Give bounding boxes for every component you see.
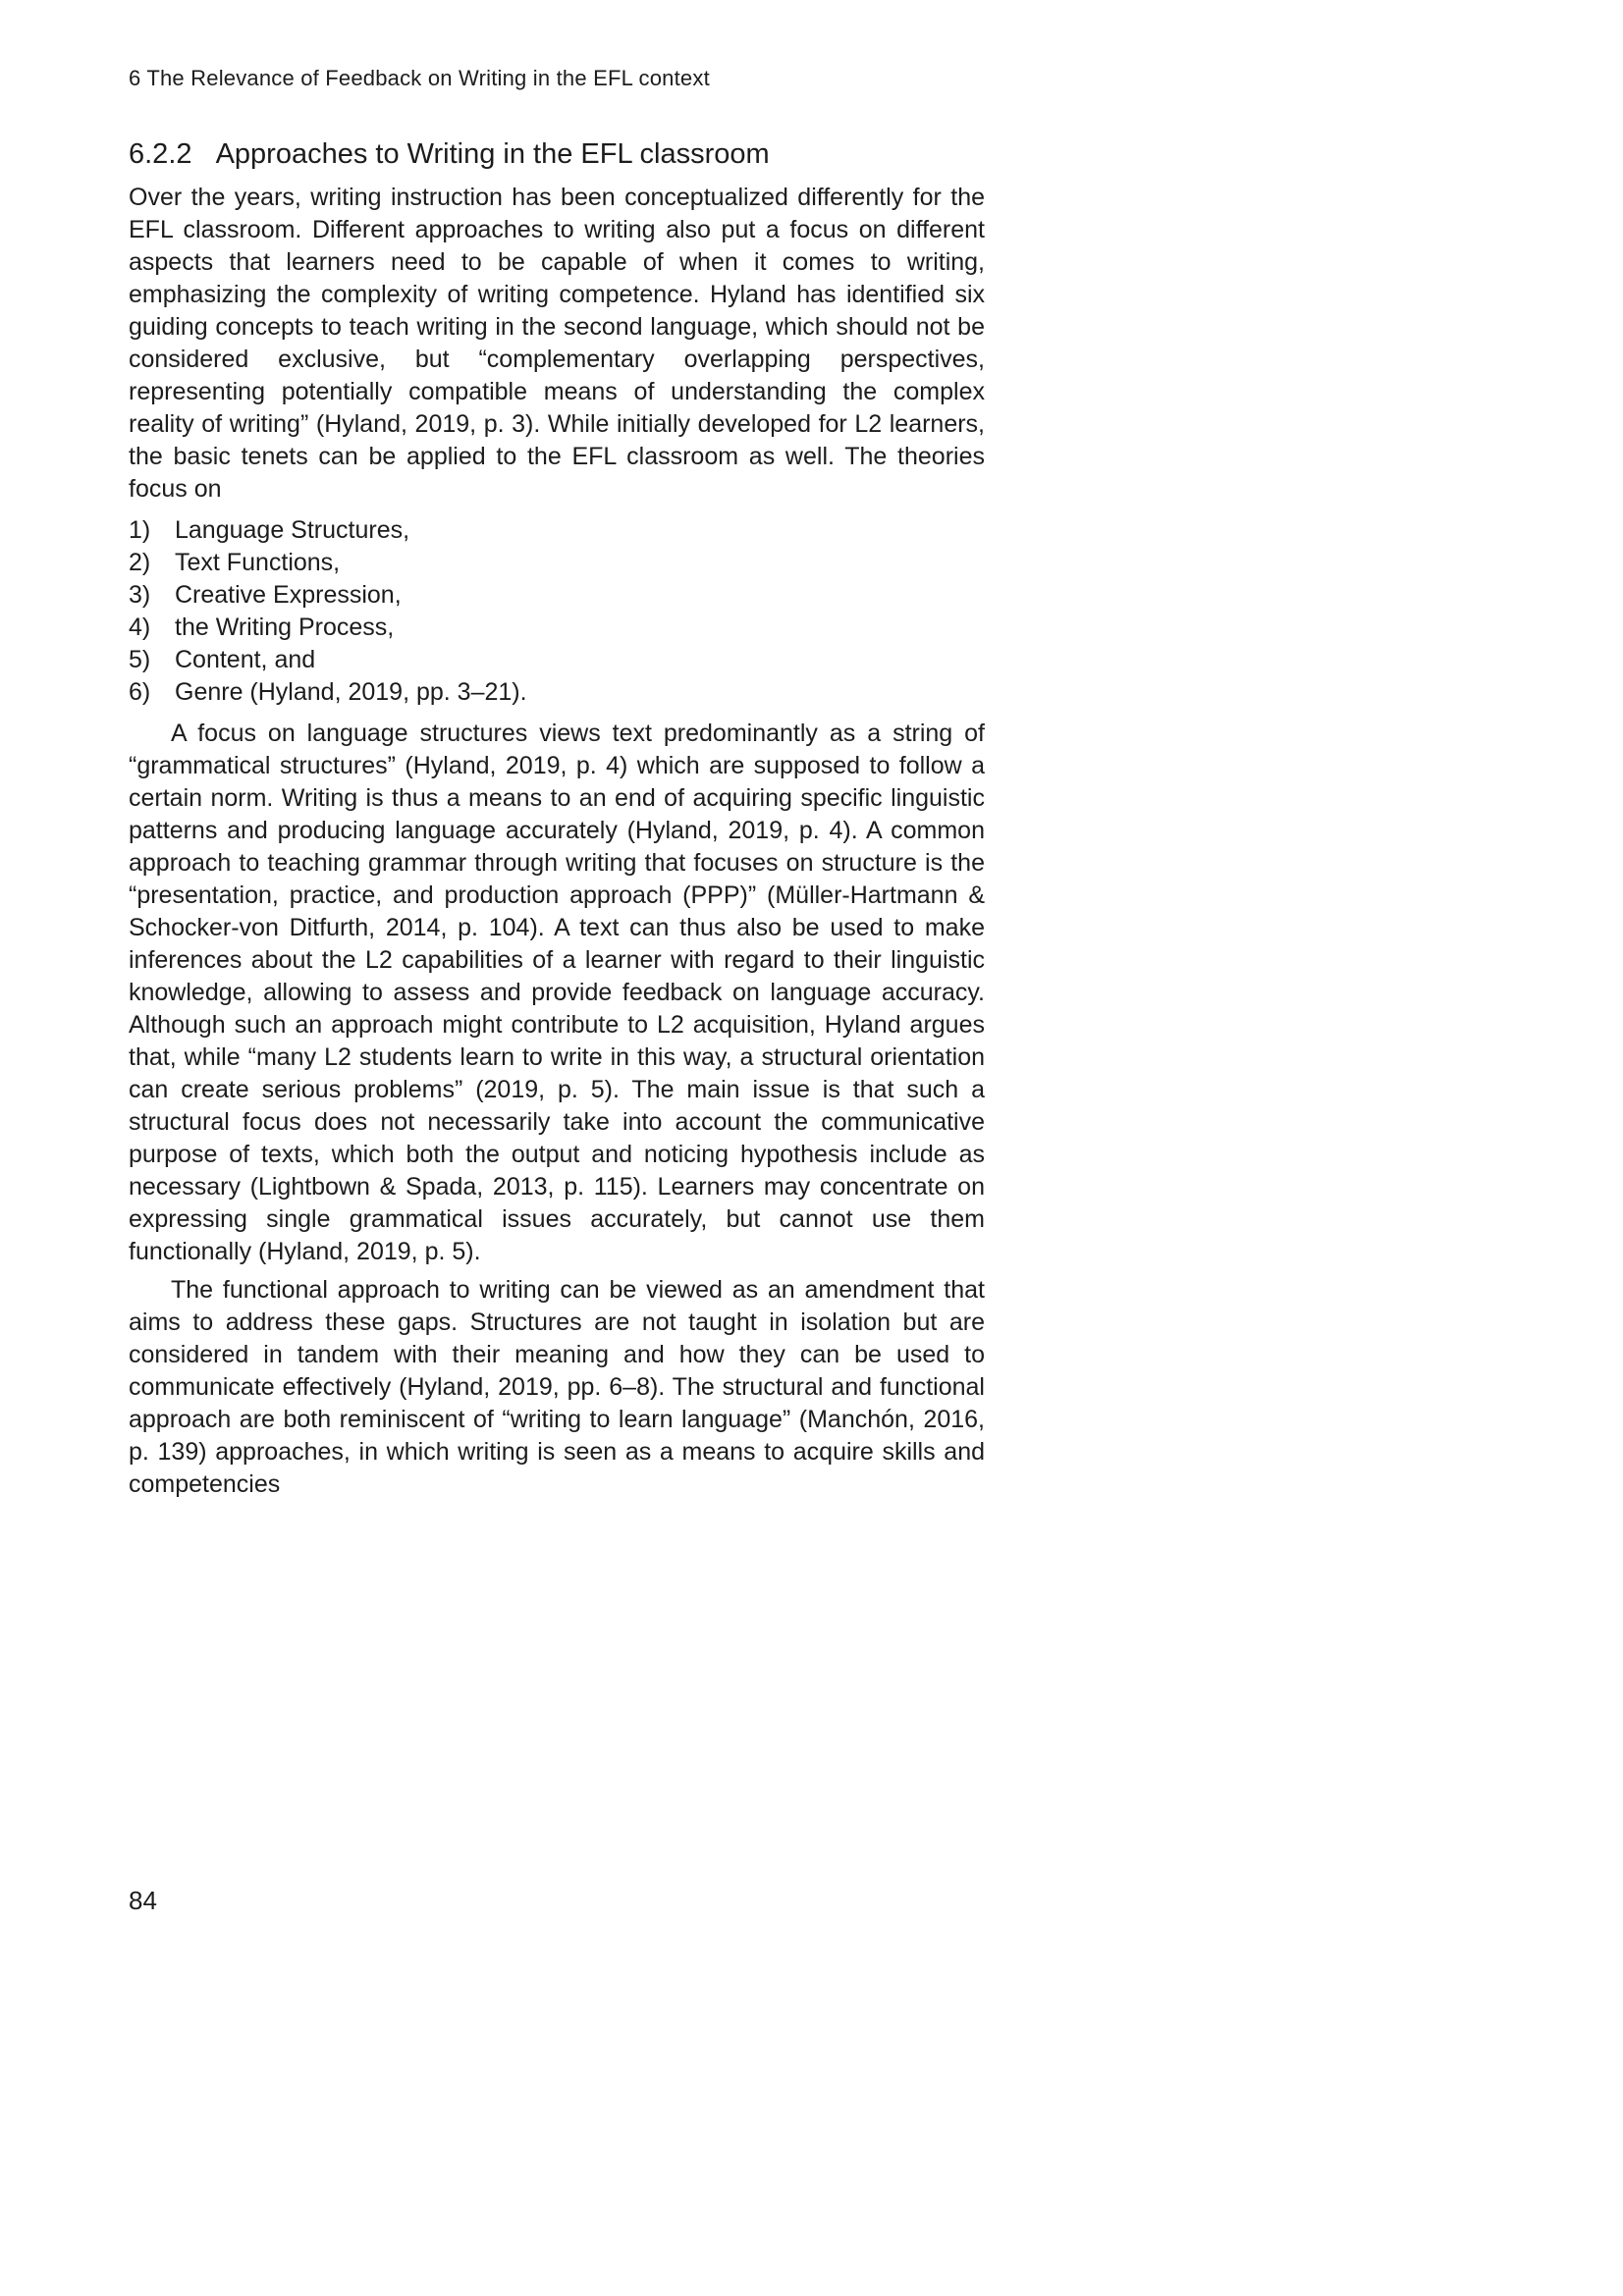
list-item-text: Language Structures, <box>175 516 410 545</box>
list-item-marker: 6) <box>129 678 151 707</box>
list-item <box>129 612 985 644</box>
page-number: 84 <box>129 1886 157 1915</box>
list-item-marker: 4) <box>129 614 151 642</box>
text-column <box>129 65 985 1501</box>
list-item <box>129 514 985 547</box>
list-item <box>129 676 985 709</box>
list-item-marker: 2) <box>129 549 151 577</box>
paragraph-intro: Over the years, writing instruction has been conceptualized differently for the EFL classroom. Different approaches to writing also put a focus on different aspects that learners need to be capable of when it comes to writing, emphasizing the complexity of writing competence. Hyland has identified six guiding concepts to teach writing in the second language, which should not be considered exclusive, but “complementary overlapping perspectives, representing potentially compatible means of understanding the complex reality of writing” (Hyland, 2019, p. 3). While initially developed for L2 learners, the basic tenets can be applied to the EFL classroom as well. The theories focus on <box>129 184 985 504</box>
section-title: Approaches to Writing in the EFL classroom <box>215 137 770 170</box>
list-item-marker: 1) <box>129 516 151 545</box>
running-header: 6 The Relevance of Feedback on Writing in the EFL context <box>129 66 710 90</box>
list-item <box>129 579 985 612</box>
paragraph-language-structures: A focus on language structures views text predominantly as a string of “grammatical structures” (Hyland, 2019, p. 4) which are supposed to follow a certain norm. Writing is thus a means to an end of acquiring specific linguistic patterns and producing language accurately (Hyland, 2019, p. 4). A common approach to teaching grammar through writing that focuses on structure is the “presentation, practice, and production approach (PPP)” (Müller-Hartmann & Schocker-von Ditfurth, 2014, p. 104). A text can thus also be used to make inferences about the L2 capabilities of a learner with regard to their linguistic knowledge, allowing to assess and provide feedback on language accuracy. Although such an approach might contribute to L2 acquisition, Hyland argues that, while “many L2 students learn to write in this way, a structural orientation can create serious problems” (2019, p. 5). The main issue is that such a structural focus does not necessarily take into account the communicative purpose of texts, which both the output and noticing hypothesis include as necessary (Lightbown & Spada, 2013, p. 115). Learners may concentrate on expressing single grammatical issues accurately, but cannot use them functionally (Hyland, 2019, p. 5). <box>129 720 985 1266</box>
paragraph-functional-approach: The functional approach to writing can be viewed as an amendment that aims to address these gaps. Structures are not taught in isolation but are considered in tandem with their meaning and how they can be used to communicate effectively (Hyland, 2019, pp. 6–8). The structural and functional approach are both reminiscent of “writing to learn language” (Manchón, 2016, p. 139) approaches, in which writing is seen as a means to acquire skills and competencies <box>129 1276 985 1499</box>
list-item-text: Genre (Hyland, 2019, pp. 3–21). <box>175 678 527 707</box>
list-item-text: the Writing Process, <box>175 614 395 642</box>
theories-list <box>129 514 985 709</box>
section-number: 6.2.2 <box>129 137 192 170</box>
list-item-text: Creative Expression, <box>175 581 402 610</box>
list-item-marker: 3) <box>129 581 151 610</box>
list-item <box>129 644 985 676</box>
section-heading <box>129 137 985 172</box>
list-item <box>129 547 985 579</box>
list-item-marker: 5) <box>129 646 151 674</box>
list-item-text: Content, and <box>175 646 316 674</box>
list-item-text: Text Functions, <box>175 549 341 577</box>
